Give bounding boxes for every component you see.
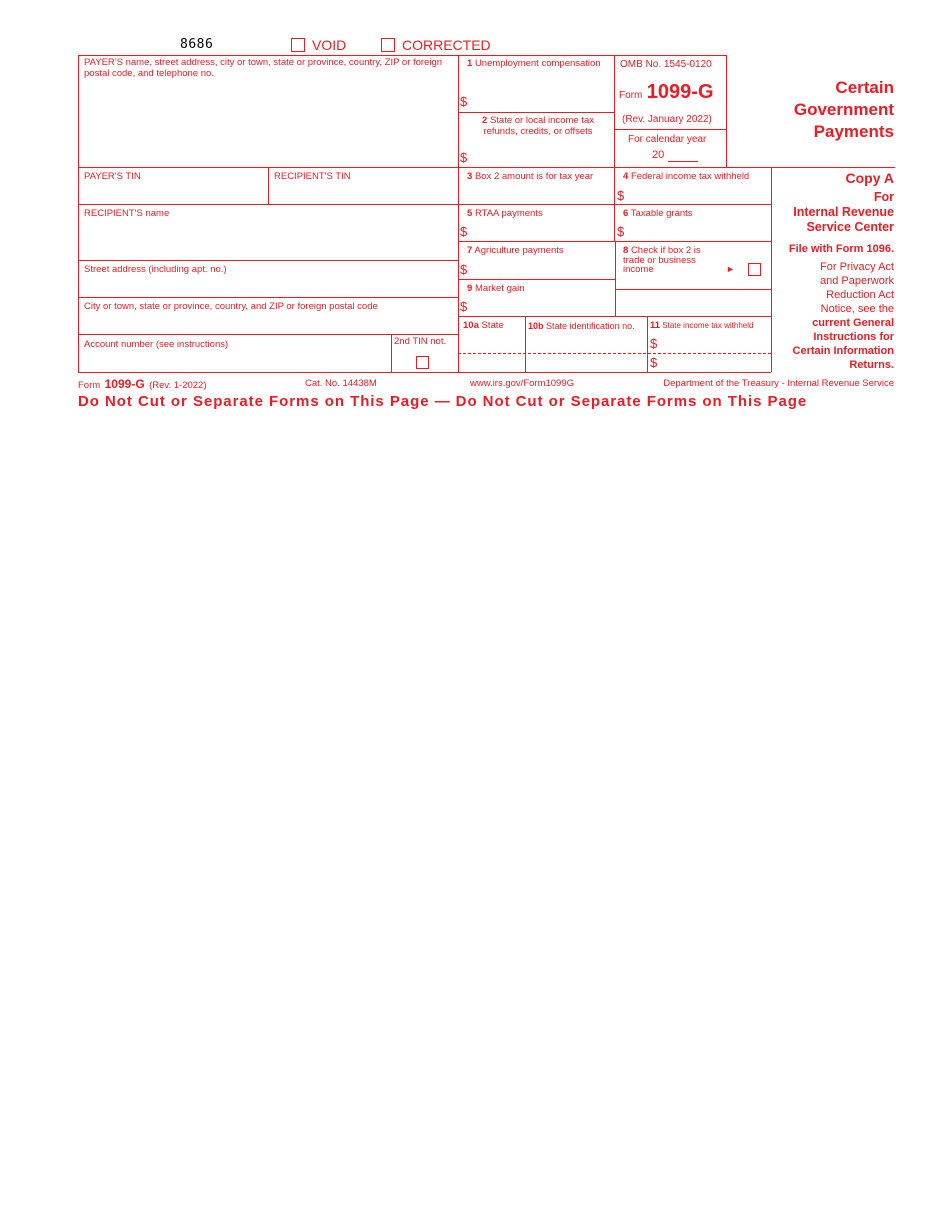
account-number-label: Account number (see instructions) bbox=[84, 339, 229, 350]
account-number-field[interactable] bbox=[80, 352, 389, 370]
recipient-tin-field[interactable] bbox=[270, 184, 456, 202]
footer-url: www.irs.gov/Form1099G bbox=[470, 378, 575, 389]
box5-label: 5 RTAA payments bbox=[467, 208, 543, 219]
box10a-label: 10a State bbox=[463, 320, 504, 331]
footer-department: Department of the Treasury - Internal Revenue Service bbox=[663, 378, 894, 389]
box5-dollar: $ bbox=[460, 224, 468, 239]
footer-form-id: Form 1099-G (Rev. 1-2022) bbox=[78, 377, 207, 391]
footer-cat-no: Cat. No. 14438M bbox=[305, 378, 377, 389]
box1-dollar: $ bbox=[460, 94, 468, 109]
box10b-label: 10b State identification no. bbox=[528, 321, 635, 331]
second-tin-checkbox[interactable] bbox=[416, 356, 429, 369]
box6-field[interactable] bbox=[627, 221, 769, 239]
box3-label: 3 Box 2 amount is for tax year bbox=[467, 171, 594, 182]
void-label: VOID bbox=[312, 37, 347, 53]
box8-arrow-icon: ► bbox=[726, 264, 735, 274]
city-label: City or town, state or province, country, and ZIP or foreign postal code bbox=[84, 301, 378, 312]
box11-dollar-2: $ bbox=[650, 355, 658, 370]
box9-field[interactable] bbox=[470, 296, 612, 314]
box10b-field-2[interactable] bbox=[527, 355, 645, 371]
copy-a-heading: Copy A bbox=[845, 170, 894, 186]
box2-dollar: $ bbox=[460, 150, 468, 165]
box9-dollar: $ bbox=[460, 299, 468, 314]
box11-label: 11 State income tax withheld bbox=[650, 320, 754, 331]
rev-date: (Rev. January 2022) bbox=[622, 114, 712, 125]
copy-a-for: For Internal Revenue Service Center bbox=[793, 190, 894, 234]
payer-tin-field[interactable] bbox=[80, 184, 266, 202]
box10a-field-1[interactable] bbox=[460, 334, 523, 351]
box1-label: 1 Unemployment compensation bbox=[467, 58, 601, 69]
box10b-field-1[interactable] bbox=[527, 334, 645, 351]
box9-label: 9 Market gain bbox=[467, 283, 525, 294]
file-with-1096: File with Form 1096. bbox=[788, 243, 894, 255]
box6-label: 6 Taxable grants bbox=[623, 208, 693, 219]
calendar-year: 20 bbox=[652, 149, 665, 161]
box3-field[interactable] bbox=[462, 184, 612, 202]
recipient-name-label: RECIPIENT'S name bbox=[84, 208, 170, 219]
box4-field[interactable] bbox=[627, 184, 769, 202]
recipient-name-field[interactable] bbox=[80, 221, 456, 258]
payer-name-field[interactable] bbox=[80, 84, 456, 165]
box8-checkbox[interactable] bbox=[748, 263, 761, 276]
calendar-year-label: For calendar year bbox=[628, 134, 707, 145]
box5-field[interactable] bbox=[470, 221, 612, 239]
box7-dollar: $ bbox=[460, 262, 468, 277]
box1-field[interactable] bbox=[470, 76, 612, 110]
box4-dollar: $ bbox=[617, 188, 625, 203]
box6-dollar: $ bbox=[617, 224, 625, 239]
omb-number: OMB No. 1545-0120 bbox=[620, 59, 712, 70]
box7-label: 7 Agriculture payments bbox=[467, 245, 564, 256]
box11-field-1[interactable] bbox=[660, 334, 769, 351]
city-field[interactable] bbox=[80, 314, 456, 332]
second-tin-label: 2nd TIN not. bbox=[394, 336, 447, 347]
form-title: Form 1099-G bbox=[619, 81, 714, 103]
form-heading: Certain Government Payments bbox=[793, 78, 894, 141]
box8-label: 8 Check if box 2 is trade or business income bbox=[623, 245, 701, 275]
calendar-year-field[interactable] bbox=[668, 149, 698, 162]
corrected-checkbox[interactable] bbox=[381, 38, 395, 52]
box11-dollar-1: $ bbox=[650, 336, 658, 351]
corrected-label: CORRECTED bbox=[402, 37, 491, 53]
payer-tin-label: PAYER'S TIN bbox=[84, 171, 141, 182]
box10a-field-2[interactable] bbox=[460, 355, 523, 371]
street-address-field[interactable] bbox=[80, 277, 456, 295]
recipient-tin-label: RECIPIENT'S TIN bbox=[274, 171, 351, 182]
box11-field-2[interactable] bbox=[660, 355, 769, 371]
street-address-label: Street address (including apt. no.) bbox=[84, 264, 227, 275]
void-checkbox[interactable] bbox=[291, 38, 305, 52]
box7-field[interactable] bbox=[470, 258, 612, 277]
form-code: 8686 bbox=[180, 37, 214, 52]
box2-field[interactable] bbox=[470, 140, 612, 165]
privacy-notice: For Privacy Act and Paperwork Reduction Act Notice, see the current General Instructions for Certain Information Returns. bbox=[792, 261, 894, 371]
do-not-cut-notice: Do Not Cut or Separate Forms on This Page — Do Not Cut or Separate Forms on This Page bbox=[78, 393, 808, 410]
payer-name-label: PAYER'S name, street address, city or town, state or province, country, ZIP or foreign postal code, and telephone no. bbox=[84, 57, 443, 79]
box2-label: 2 State or local income tax refunds, credits, or offsets bbox=[482, 115, 594, 137]
box4-label: 4 Federal income tax withheld bbox=[623, 171, 750, 182]
